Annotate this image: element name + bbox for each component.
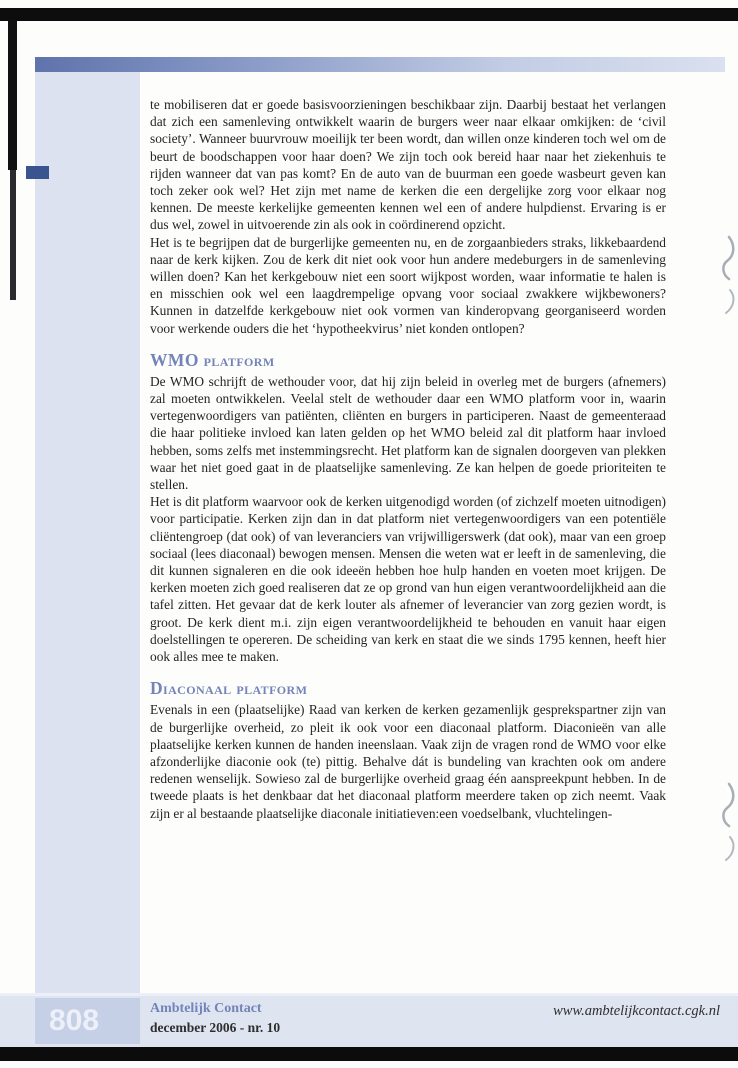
- body-paragraph: te mobiliseren dat er goede basisvoorzieningen beschikbaar zijn. Daarbij bestaat het verlangen dat zich een samenleving ontwikkelt waarin de burgers weer naar elkaar omkijken: de ‘civil society’. Wanneer buurvrouw moeilijk ter been wordt, dan willen onze kinderen toch wel om de beurt de boodschappen voor haar doen? We zijn toch ook bereid haar naar het ziekenhuis te rijden wanneer dat van pas komt? En de auto van de buurman een goede wasbeurt geven kan toch zeker ook wel? Het zijn met name de kerken die een dergelijke zorg voor elkaar nog kennen. De meeste kerkelijke gemeenten kennen wel een of andere hulpdienst. Ervaring is er dus wel, zowel in uitvoerende zin als ook in coördinerend opzicht.: [150, 97, 666, 233]
- section-heading-diaconaal-platform: Diaconaal platform: [150, 678, 308, 699]
- footer-website-url: www.ambtelijkcontact.cgk.nl: [553, 1003, 720, 1019]
- binding-clip-icon: [717, 235, 737, 325]
- scan-edge-spine: [8, 20, 17, 170]
- binding-clip-icon: [717, 782, 737, 872]
- body-paragraph: Evenals in een (plaatselijke) Raad van kerken de kerken gezamenlijk gesprekspartner zijn van de burgerlijke overheid, zo pleit ik ook voor een diaconaal platform. Diaconieën van alle plaatselijke kerken kunnen de handen ineenslaan. Vaak zijn de vragen rond de WMO voor elke afzonderlijke diaconie ook (te) pittig. Behalve dát is bundeling van krachten ook om andere redenen wenselijk. Sowieso zal de burgerlijke overheid graag één aanspreekpunt hebben. In de tweede plaats is het denkbaar dat het diaconaal platform meerdere taken op zich neemt. Vaak zijn er al bestaande plaatselijke diaconale initiatieven:een voedselbank, vluchtelingen-: [150, 702, 666, 821]
- scan-edge-top: [0, 8, 738, 21]
- left-margin-column: [35, 64, 140, 993]
- page-number: 808: [35, 998, 140, 1044]
- body-paragraph: Het is dit platform waarvoor ook de kerken uitgenodigd worden (of zichzelf moeten uitnodigen) voor participatie. Kerken zijn dan in dat platform niet vertegenwoordigers van een potentiële cliëntengroep (dat ook) of van leveranciers van vrijwilligerswerk (dat ook), maar van een groep sociaal (lees diaconaal) bewogen mensen. Mensen die weten wat er leeft in de samenleving, die dit kunnen signaleren en die ook ideeën hebben hoe hulp handen en voeten moet krijgen. De kerken moeten zich goed realiseren dat ze op grond van hun eigen verantwoordelijkheid aan die tafel zitten. Het gevaar dat de kerk louter als afnemer of leverancier van zorg gezien wordt, is groot. De kerk dient m.i. zijn eigen verantwoordelijkheid te behouden en vanuit haar eigen doelstellingen te opereren. De scheiding van kerk en staat die we sinds 1795 kennen, heeft hier ook alles mee te maken.: [150, 494, 666, 665]
- body-paragraph: De WMO schrijft de wethouder voor, dat hij zijn beleid in overleg met de burgers (afnemers) zal moeten ontwikkelen. Veelal stelt de wethouder daar een WMO platform voor in, waarin vertegenwoordigers van patiënten, cliënten en burgers in participeren. Naast de gemeenteraad die haar politieke invloed kan laten gelden op het WMO beleid zal dit platform haar invloed hebben, soms zelfs met instemmingsrecht. Het platform kan de signalen doorgeven van plekken waar het niet goed gaat in de plaatselijke samenleving. Ze kan helpen de goede prioriteiten te stellen.: [150, 373, 666, 493]
- section-heading-wmo-platform: WMO platform: [150, 349, 275, 370]
- footer-journal-title: Ambtelijk Contact: [150, 1001, 262, 1016]
- article-text-column: [150, 96, 666, 822]
- scan-edge-spine-fade: [10, 170, 16, 300]
- margin-tab: [26, 166, 49, 179]
- footer-issue-info: december 2006 - nr. 10: [150, 1020, 281, 1035]
- header-gradient-bar: [35, 57, 725, 72]
- body-paragraph: Het is te begrijpen dat de burgerlijke gemeenten nu, en de zorgaanbieders straks, likkebaardend naar de kerk kijken. Zou de kerk dit niet ook voor hun andere medeburgers in de samenleving willen doen? Kan het kerkgebouw niet een soort wijkpost worden, waar informatie te halen is en misschien ook wel een laagdrempelige opvang voor sociaal zwakkere wijkbewoners? Kunnen in datzelfde kerkgebouw niet ook vormen van kinderopvang georganiseerd worden voor werkende ouders die het ‘hypotheekvirus’ niet konden ontlopen?: [150, 234, 666, 336]
